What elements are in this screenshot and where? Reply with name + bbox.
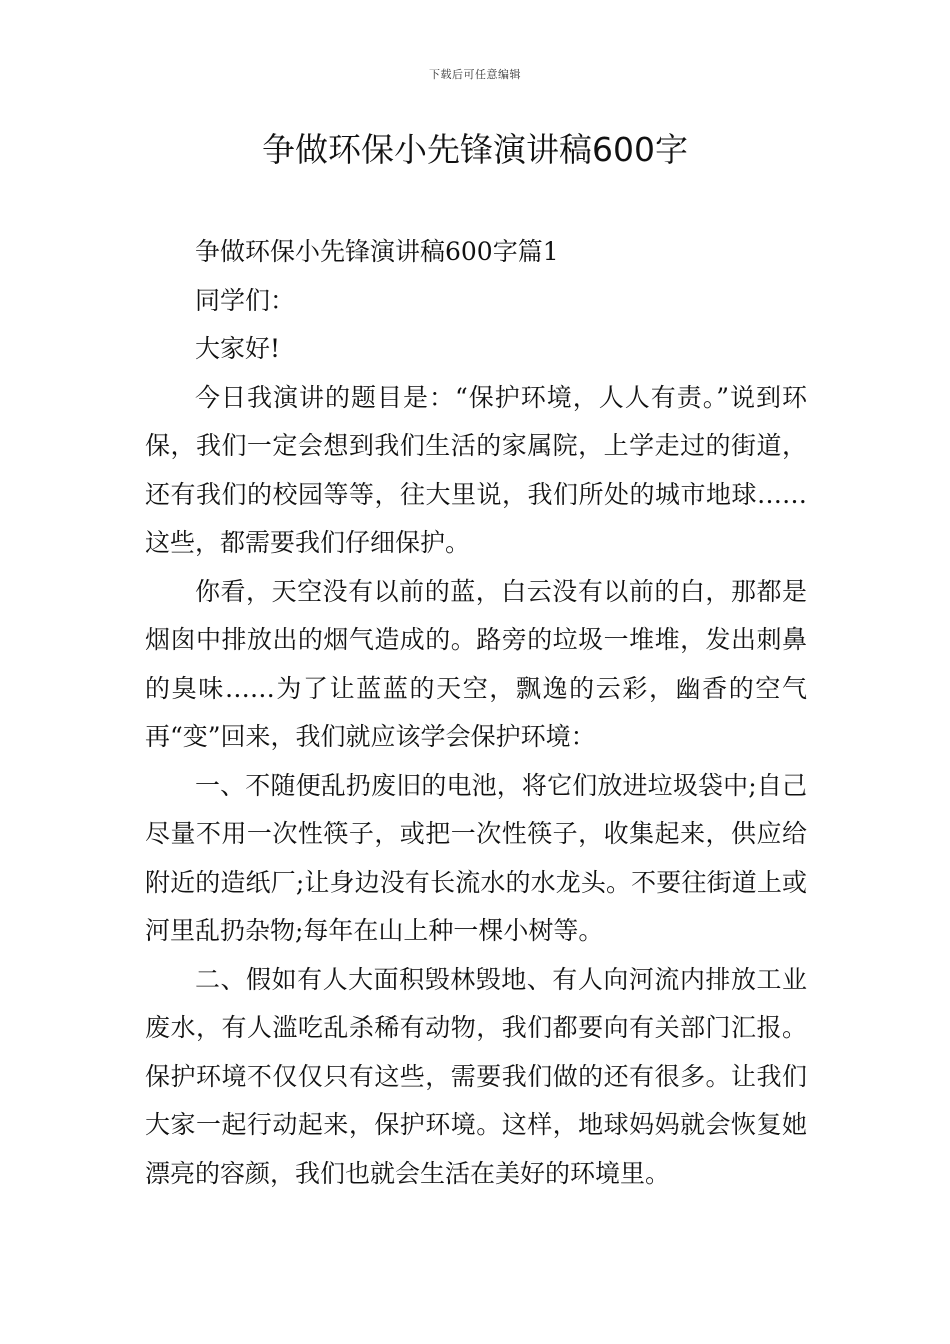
document-title: 争做环保小先锋演讲稿600字	[262, 130, 688, 169]
body-paragraph: 今日我演讲的题目是：“保护环境，人人有责。”说到环保，我们一定会想到我们生活的家属院，上学走过的街道，还有我们的校园等等，往大里说，我们所处的城市地球……这些，都需要我们仔细保护。	[145, 382, 807, 557]
body-paragraph: 二、假如有人大面积毁林毁地、有人向河流内排放工业废水，有人滥吃乱杀稀有动物，我们都要向有关部门汇报。保护环境不仅仅只有这些，需要我们做的还有很多。让我们大家一起行动起来，保护环境。这样，地球妈妈就会恢复她漂亮的容颜，我们也就会生活在美好的环境里。	[145, 964, 807, 1188]
document-body	[145, 228, 807, 1198]
greeting-line: 同学们：	[195, 285, 296, 315]
header-note: 下载后可任意编辑	[429, 68, 521, 81]
greeting-line: 大家好!	[195, 334, 281, 363]
body-paragraph: 一、不随便乱扔废旧的电池，将它们放进垃圾袋中;自己尽量不用一次性筷子，或把一次性筷子，收集起来，供应给附近的造纸厂;让身边没有长流水的水龙头。不要往街道上或河里乱扔杂物;每年在山上种一棵小树等。	[145, 770, 807, 945]
section-heading: 争做环保小先锋演讲稿600字篇1	[195, 237, 559, 266]
body-paragraph: 你看，天空没有以前的蓝，白云没有以前的白，那都是烟囱中排放出的烟气造成的。路旁的垃圾一堆堆，发出刺鼻的臭味……为了让蓝蓝的天空，飘逸的云彩，幽香的空气再“变”回来，我们就应该学会保护环境：	[145, 576, 807, 751]
